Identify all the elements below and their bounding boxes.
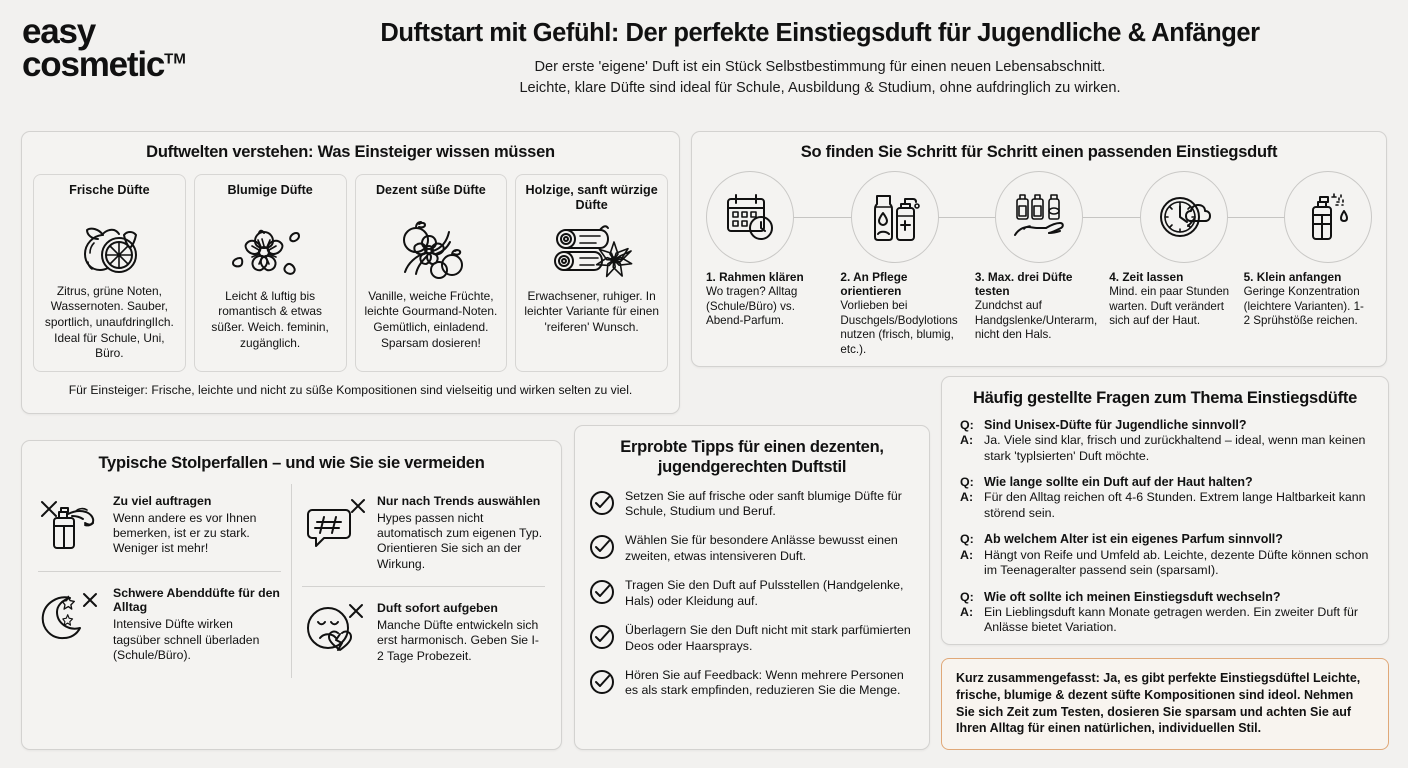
faq-a-tag: A:: [960, 433, 974, 448]
faq-a-tag: A:: [960, 490, 974, 505]
faq-item: [960, 475, 1372, 521]
category-description: Erwachsener, ruhiger. In leichter Variante für einen 'reiferen' Wunsch.: [524, 288, 659, 334]
pitfall-body: Hypes passen nicht automatisch zum eigenen Typ. Orientieren Sie sich an der Wirkung.: [377, 510, 543, 571]
summary-text: Kurz zusammengefasst: Ja, es gibt perfekte Einstiegsdüftel Leichte, frische, blumige & dezent süfte Kompositionen sind ideol. Nehmen Sie sich Zeit zum Testen, dosieren Sie sparsam und achten Sie auf Ihren Alltag für einen natürlichen, individuellen Stil.: [956, 671, 1361, 736]
tip-text: Setzen Sie auf frische oder sanft blumige Düfte für Schule, Studium und Beruf.: [625, 488, 902, 519]
category-card-row: [22, 174, 679, 372]
tip-text: Überlagern Sie den Duft nicht mit stark parfümierten Deos oder Haarsprays.: [625, 622, 911, 653]
category-name: Dezent süße Düfte: [375, 182, 486, 197]
category-name: Frische Düfte: [69, 182, 150, 197]
header-subtitle-line2: Leichte, klare Düfte sind ideal für Schule, Ausbildung & Studium, ohne aufdringlich zu wirken.: [519, 79, 1121, 96]
pitfall-heading: Nur nach Trends auswählen: [377, 493, 541, 508]
panel-summary: [941, 658, 1389, 750]
panel-faq: [941, 376, 1389, 645]
header-text-block: [250, 18, 1390, 99]
panel-faq-title: Häufig gestellte Fragen zum Thema Einstiegsdüfte: [972, 389, 1358, 407]
brand-logo-line1: easy: [22, 12, 96, 51]
step-heading: 1. Rahmen klären: [706, 269, 804, 284]
faq-item: [960, 590, 1372, 636]
check-circle-icon: [589, 489, 615, 516]
category-name: Holzige, sanft würzige Düfte: [525, 182, 658, 213]
pitfall-item: [302, 484, 545, 586]
faq-answer: Ein Lieblingsduft kann Monate getragen werden. Ein zweiter Duft für Anlässe bietet Variation.: [984, 604, 1359, 635]
faq-a-tag: A:: [960, 547, 974, 562]
faq-answer: Ja. Viele sind klar, frisch und zurückhaltend – ideal, wenn man keinen stark 'typlsierten' Duft möchte.: [984, 433, 1366, 463]
tip-text: Tragen Sie den Duft auf Pulsstellen (Handgelenke, Hals) oder Kleidung auf.: [625, 578, 904, 608]
faq-item: [960, 418, 1372, 464]
step-body: Geringe Konzentration (leichtere Varianten). 1-2 Sprühstöße reichen.: [1243, 284, 1364, 328]
panel-tips-title: [575, 438, 929, 478]
tip-item: [589, 578, 915, 610]
faq-q-tag: Q:: [960, 589, 974, 604]
faq-answer-line: [960, 490, 1372, 521]
header-subtitle-line1: Der erste 'eigene' Duft ist ein Stück Selbstbestimmung für einen neuen Lebensabschnitt.: [534, 59, 1106, 76]
shower-gel-lotion-icon: [851, 171, 939, 263]
check-circle-icon: [589, 578, 615, 605]
pitfall-heading: Schwere Abenddüfte für den Alltag: [113, 585, 280, 615]
pitfall-body: Manche Düfte entwickeln sich erst harmonisch. Geben Sie I-2 Tage Probezeit.: [377, 617, 539, 663]
step-heading: 5. Klein anfangen: [1243, 269, 1342, 284]
faq-answer-line: [960, 433, 1372, 464]
panel-tips: [574, 425, 930, 750]
step-column: [1244, 270, 1372, 358]
spray-cross-icon: [38, 494, 104, 554]
brand-trademark: TM: [164, 49, 186, 67]
category-description: Zitrus, grüne Noten, Wassernoten. Sauber, sportlich, unaufdringlIch. Ideal für Schule, Uni, Büro.: [44, 283, 174, 361]
step-heading: 2. An Pflege orientieren: [840, 269, 908, 298]
header-subtitle: [250, 57, 1390, 98]
category-card: [515, 174, 668, 372]
faq-q-tag: Q:: [960, 532, 974, 547]
step-column: [975, 270, 1103, 358]
category-description: Vanille, weiche Früchte, leichte Gourmand-Noten. Gemütlich, einladend. Sparsam dosieren!: [364, 288, 498, 350]
pitfall-item: [38, 484, 281, 571]
brand-logo-line2: cosmetic™: [22, 44, 186, 84]
panel-pitfalls: [21, 440, 562, 750]
tip-item: [589, 533, 915, 565]
tip-item: [589, 489, 915, 521]
page-title: Duftstart mit Gefühl: Der perfekte Einstiegsduft für Jugendliche & Anfänger: [380, 19, 1260, 47]
faq-question: Sind Unisex-Düfte für Jugendliche sinnvoll?: [984, 417, 1247, 432]
faq-question-line: [960, 590, 1372, 605]
check-circle-icon: [589, 668, 615, 695]
vanilla-fruit-icon: [362, 214, 501, 288]
lemon-icon: [40, 214, 179, 283]
step-body: Vorlieben bei Duschgels/Bodylotions nutzen (frisch, blumig, etc.).: [840, 299, 958, 356]
step-column: [1109, 270, 1237, 358]
faq-answer-line: [960, 605, 1372, 636]
pitfall-text: [377, 494, 545, 572]
category-description: Leicht & luftig bis romantisch & etwas süßer. Weich. feminin, zugänglich.: [211, 288, 329, 350]
faq-list: [942, 409, 1388, 636]
clock-cloud-icon: [1140, 171, 1228, 263]
faq-answer-line: [960, 548, 1372, 579]
category-card: [33, 174, 186, 372]
hashtag-bubble-cross-icon: [302, 494, 368, 554]
calendar-clock-icon: [706, 171, 794, 263]
wood-anise-icon: [522, 214, 661, 288]
step-body: Wo tragen? Alltag (Schule/Büro) vs. Abend-Parfum.: [706, 284, 798, 328]
panel-tips-title-line1: Erprobte Tipps für einen dezenten,: [620, 438, 884, 456]
header: [0, 0, 1408, 118]
faq-q-tag: Q:: [960, 417, 974, 432]
sad-face-broken-heart-cross-icon: [302, 601, 368, 657]
pitfall-heading: Duft sofort aufgeben: [377, 601, 498, 616]
pitfall-item: [302, 586, 545, 678]
step-column: [706, 270, 834, 358]
pitfall-text: [377, 601, 545, 664]
tip-item: [589, 623, 915, 655]
panel-fragrance-categories: [21, 131, 680, 414]
step-heading: 3. Max. drei Düfte testen: [974, 269, 1073, 298]
pitfall-body: Intensive Düfte wirken tagsüber schnell überladen (Schule/Büro).: [113, 617, 260, 662]
pitfall-item: [38, 571, 281, 678]
moon-stars-cross-icon: [38, 586, 104, 642]
faq-question: Ab welchem Alter ist ein eigenes Parfum sinnvoll?: [984, 532, 1283, 547]
category-card: [355, 174, 508, 372]
step-heading: 4. Zeit lassen: [1109, 269, 1184, 284]
bottles-hand-icon: [995, 171, 1083, 263]
pitfalls-grid: [22, 484, 561, 678]
pitfalls-column-left: [28, 484, 292, 678]
faq-question: Wie oft sollte ich meinen Einstiegsduft wechseln?: [984, 589, 1281, 604]
categories-footer-note: Für Einsteiger: Frische, leichte und nicht zu süße Kompositionen sind vielseitig und wirken selten zu viel.: [68, 382, 633, 397]
pitfall-body: Wenn andere es vor Ihnen bemerken, ist er zu stark. Weniger ist mehr!: [113, 510, 257, 556]
spray-bottle-icon: [1284, 171, 1372, 263]
blossom-icon: [201, 214, 340, 288]
category-name: Blumige Düfte: [227, 182, 313, 197]
tip-text: Hören Sie auf Feedback: Wenn mehrere Personen es als stark empfinden, reduzieren Sie die Menge.: [625, 667, 904, 698]
panel-pitfalls-title: Typische Stolperfallen – und wie Sie sie vermeiden: [98, 454, 485, 472]
faq-q-tag: Q:: [960, 475, 974, 490]
brand-logo: [22, 12, 237, 84]
faq-question-line: [960, 475, 1372, 490]
pitfalls-column-right: [292, 484, 555, 678]
panel-steps-title: So finden Sie Schritt für Schritt einen passenden Einstiegsduft: [800, 143, 1278, 161]
tips-list: [575, 478, 929, 700]
panel-tips-title-line2: jugendgerechten Duftstil: [657, 457, 847, 476]
steps-container: [692, 171, 1386, 358]
step-column: [840, 270, 968, 358]
faq-a-tag: A:: [960, 604, 974, 619]
pitfall-text: [113, 494, 281, 557]
pitfall-heading: Zu viel auftragen: [113, 493, 212, 508]
step-body: Mind. ein paar Stunden warten. Duft verändert sich auf der Haut.: [1109, 284, 1230, 328]
category-card: [194, 174, 347, 372]
faq-answer: Für den Alltag reichen oft 4-6 Stunden. Extrem lange Haltbarkeit kann störend sein.: [984, 490, 1366, 520]
steps-icon-row: [706, 171, 1372, 263]
pitfall-text: [113, 586, 281, 664]
tip-text: Wählen Sie für besondere Anlässe bewusst einen zweiten, etwas intensiveren Duft.: [625, 533, 898, 564]
panel-steps: [691, 131, 1387, 367]
faq-question: Wie lange sollte ein Duft auf der Haut halten?: [984, 475, 1253, 490]
faq-answer: Hängt von Reife und Umfeld ab. Leichte, dezente Düfte können schon im Teenageralter passend sein (sparsamI).: [984, 547, 1369, 578]
steps-text-row: [706, 270, 1372, 358]
faq-question-line: [960, 532, 1372, 547]
faq-item: [960, 532, 1372, 578]
faq-question-line: [960, 418, 1372, 433]
panel-categories-title: Duftwelten verstehen: Was Einsteiger wissen müssen: [146, 143, 555, 161]
check-circle-icon: [589, 623, 615, 650]
check-circle-icon: [589, 533, 615, 560]
step-body: Zundchst auf Handgslenke/Unterarm, nicht den Hals.: [974, 299, 1098, 342]
tip-item: [589, 668, 915, 700]
